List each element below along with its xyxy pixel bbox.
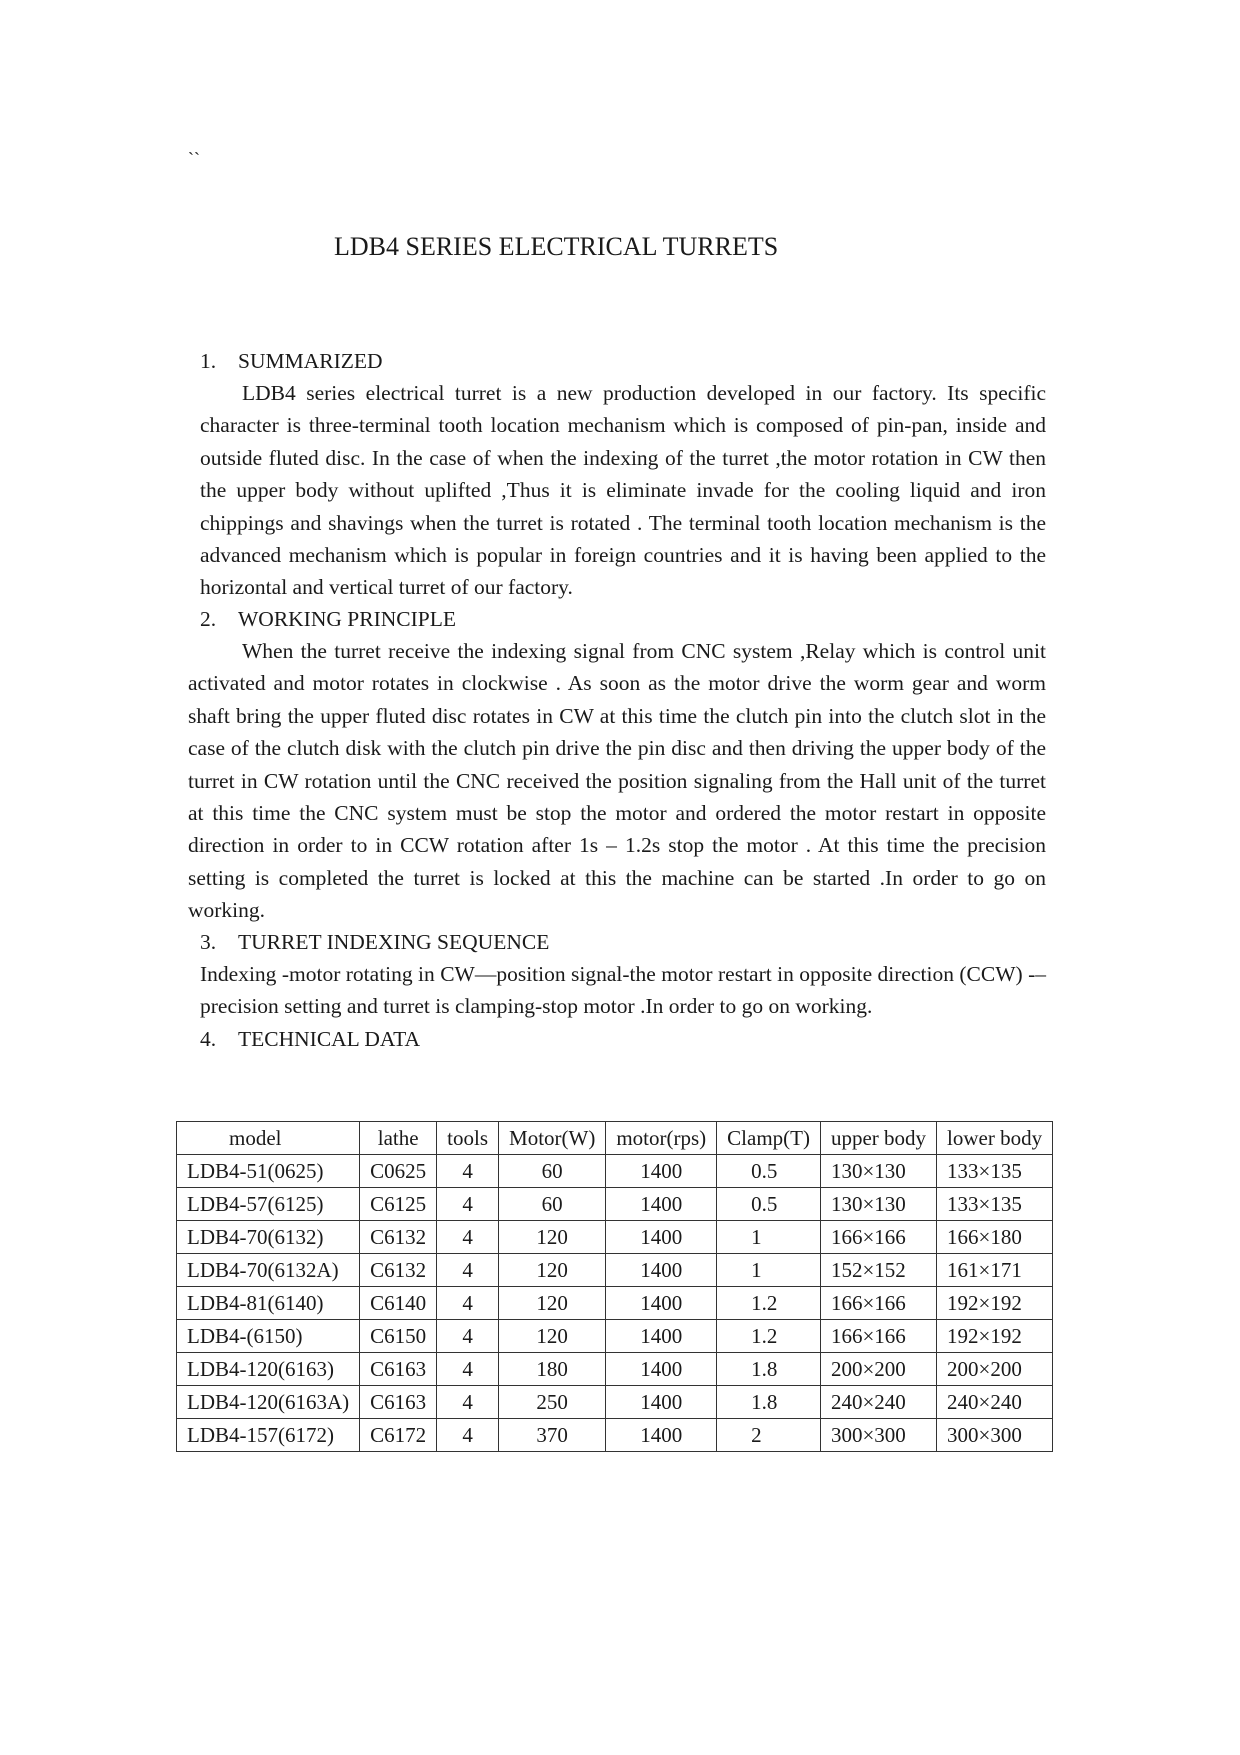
cell-clamp: 0.5	[717, 1155, 821, 1188]
column-header-clamp: Clamp(T)	[717, 1122, 821, 1155]
section-number: 1.	[200, 349, 217, 373]
cell-tools: 4	[437, 1386, 499, 1419]
cell-motor-rps: 1400	[606, 1221, 717, 1254]
cell-lathe: C6163	[360, 1386, 437, 1419]
table-row	[177, 1353, 1053, 1386]
cell-motor-rps: 1400	[606, 1254, 717, 1287]
column-header-tools: tools	[437, 1122, 499, 1155]
cell-upper-body: 130×130	[820, 1155, 936, 1188]
cell-lathe: C6132	[360, 1221, 437, 1254]
cell-lower-body: 240×240	[937, 1386, 1053, 1419]
cell-tools: 4	[437, 1155, 499, 1188]
cell-model: LDB4-51(0625)	[177, 1155, 360, 1188]
cell-upper-body: 166×166	[820, 1221, 936, 1254]
cell-upper-body: 166×166	[820, 1320, 936, 1353]
cell-clamp: 1.2	[717, 1287, 821, 1320]
column-header-model: model	[177, 1122, 360, 1155]
cell-model: LDB4-120(6163)	[177, 1353, 360, 1386]
table-row	[177, 1221, 1053, 1254]
cell-lathe: C6163	[360, 1353, 437, 1386]
section-heading-summarized	[200, 345, 383, 377]
cell-lathe: C6140	[360, 1287, 437, 1320]
cell-lathe: C0625	[360, 1155, 437, 1188]
column-header-lower-body: lower body	[937, 1122, 1053, 1155]
cell-upper-body: 130×130	[820, 1188, 936, 1221]
cell-motor-rps: 1400	[606, 1386, 717, 1419]
cell-lower-body: 133×135	[937, 1188, 1053, 1221]
cell-upper-body: 166×166	[820, 1287, 936, 1320]
cell-clamp: 1.8	[717, 1353, 821, 1386]
cell-upper-body: 152×152	[820, 1254, 936, 1287]
table-row	[177, 1419, 1053, 1452]
section-number: 4.	[200, 1027, 217, 1051]
table-row	[177, 1254, 1053, 1287]
cell-lower-body: 192×192	[937, 1287, 1053, 1320]
cell-upper-body: 300×300	[820, 1419, 936, 1452]
cell-clamp: 1.2	[717, 1320, 821, 1353]
cell-motor-rps: 1400	[606, 1353, 717, 1386]
column-header-motor-w: Motor(W)	[499, 1122, 606, 1155]
cell-motor-w: 120	[499, 1287, 606, 1320]
cell-model: LDB4-157(6172)	[177, 1419, 360, 1452]
cell-lower-body: 166×180	[937, 1221, 1053, 1254]
cell-motor-w: 250	[499, 1386, 606, 1419]
column-header-lathe: lathe	[360, 1122, 437, 1155]
cell-lower-body: 300×300	[937, 1419, 1053, 1452]
cell-lower-body: 192×192	[937, 1320, 1053, 1353]
cell-tools: 4	[437, 1353, 499, 1386]
cell-clamp: 0.5	[717, 1188, 821, 1221]
cell-motor-rps: 1400	[606, 1419, 717, 1452]
cell-model: LDB4-70(6132A)	[177, 1254, 360, 1287]
cell-model: LDB4-120(6163A)	[177, 1386, 360, 1419]
cell-tools: 4	[437, 1254, 499, 1287]
section-title: SUMMARIZED	[238, 349, 383, 373]
section-title: WORKING PRINCIPLE	[238, 607, 456, 631]
section-heading-technical-data	[200, 1023, 420, 1055]
cell-motor-w: 60	[499, 1155, 606, 1188]
cell-motor-rps: 1400	[606, 1320, 717, 1353]
cell-lathe: C6172	[360, 1419, 437, 1452]
table-row	[177, 1287, 1053, 1320]
cell-lathe: C6125	[360, 1188, 437, 1221]
cell-clamp: 1	[717, 1254, 821, 1287]
cell-lower-body: 200×200	[937, 1353, 1053, 1386]
cell-motor-w: 120	[499, 1254, 606, 1287]
cell-motor-w: 120	[499, 1221, 606, 1254]
cell-clamp: 2	[717, 1419, 821, 1452]
cell-motor-w: 180	[499, 1353, 606, 1386]
cell-motor-rps: 1400	[606, 1287, 717, 1320]
section-number: 2.	[200, 607, 217, 631]
cell-tools: 4	[437, 1419, 499, 1452]
cell-tools: 4	[437, 1320, 499, 1353]
cell-motor-w: 60	[499, 1188, 606, 1221]
cell-clamp: 1	[717, 1221, 821, 1254]
indexing-sequence-paragraph: Indexing -motor rotating in CW—position signal-the motor restart in opposite direction (CCW) -– precision setting and turret is clamping-stop motor .In order to go on working.	[200, 962, 1046, 1019]
cell-motor-w: 120	[499, 1320, 606, 1353]
cell-lathe: C6132	[360, 1254, 437, 1287]
cell-motor-rps: 1400	[606, 1155, 717, 1188]
corner-mark: ``	[188, 149, 200, 169]
cell-model: LDB4-57(6125)	[177, 1188, 360, 1221]
working-principle-paragraph: When the turret receive the indexing signal from CNC system ,Relay which is control unit activated and motor rotates in clockwise . As soon as the motor drive the worm gear and worm shaft bring the upper fluted disc rotates in CW at this time the clutch pin into the clutch slot in the case of the clutch disk with the clutch pin drive the pin disc and then driving the upper body of the turret in CW rotation until the CNC received the position signaling from the Hall unit of the turret at this time the CNC system must be stop the motor and ordered the motor restart in opposite direction in order to in CCW rotation after 1s – 1.2s stop the motor . At this time the precision setting is completed the turret is locked at this the machine can be started .In order to go on working.	[188, 639, 1046, 923]
column-header-upper-body: upper body	[820, 1122, 936, 1155]
cell-motor-rps: 1400	[606, 1188, 717, 1221]
cell-model: LDB4-81(6140)	[177, 1287, 360, 1320]
section-number: 3.	[200, 930, 217, 954]
cell-clamp: 1.8	[717, 1386, 821, 1419]
section-heading-indexing-sequence	[200, 926, 549, 958]
summary-paragraph: LDB4 series electrical turret is a new production developed in our factory. Its specific character is three-terminal tooth location mechanism which is composed of pin-pan, inside and outside fluted disc. In the case of when the indexing of the turret ,the motor rotation in CW then the upper body without uplifted ,Thus it is eliminate invade for the cooling liquid and iron chippings and shavings when the turret is rotated . The terminal tooth location mechanism is the advanced mechanism which is popular in foreign countries and it is having been applied to the horizontal and vertical turret of our factory.	[200, 381, 1046, 600]
cell-upper-body: 200×200	[820, 1353, 936, 1386]
technical-data-table	[176, 1121, 1053, 1452]
cell-tools: 4	[437, 1287, 499, 1320]
column-header-motor-rps: motor(rps)	[606, 1122, 717, 1155]
cell-model: LDB4-(6150)	[177, 1320, 360, 1353]
cell-tools: 4	[437, 1221, 499, 1254]
cell-motor-w: 370	[499, 1419, 606, 1452]
section-heading-working-principle	[200, 603, 456, 635]
table-row	[177, 1188, 1053, 1221]
section-title: TECHNICAL DATA	[238, 1027, 421, 1051]
table-header-row	[177, 1122, 1053, 1155]
table-row	[177, 1386, 1053, 1419]
table-row	[177, 1320, 1053, 1353]
section-title: TURRET INDEXING SEQUENCE	[238, 930, 550, 954]
cell-lower-body: 161×171	[937, 1254, 1053, 1287]
cell-upper-body: 240×240	[820, 1386, 936, 1419]
page-title: LDB4 SERIES ELECTRICAL TURRETS	[334, 232, 779, 261]
cell-lower-body: 133×135	[937, 1155, 1053, 1188]
cell-lathe: C6150	[360, 1320, 437, 1353]
cell-tools: 4	[437, 1188, 499, 1221]
cell-model: LDB4-70(6132)	[177, 1221, 360, 1254]
table-row	[177, 1155, 1053, 1188]
